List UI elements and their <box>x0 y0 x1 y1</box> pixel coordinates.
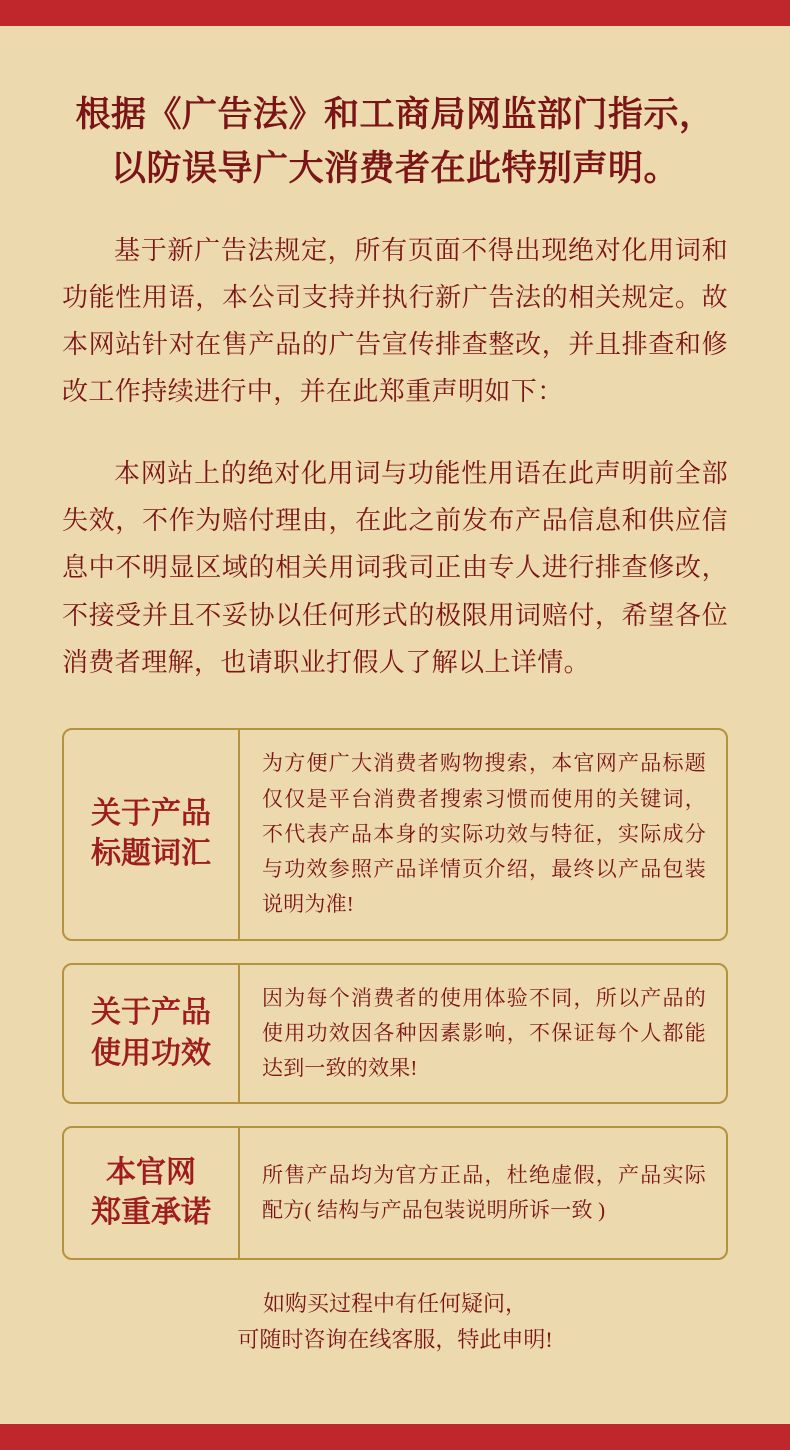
statement-box-label-line-1: 本官网 <box>106 1155 196 1189</box>
statement-box-label-line-2: 郑重承诺 <box>91 1196 211 1230</box>
footer-note <box>62 1286 728 1356</box>
statement-box-label-line-1: 关于产品 <box>91 996 211 1030</box>
statement-box-product-title <box>62 728 728 940</box>
page-title <box>62 88 728 197</box>
statement-box-body: 所售产品均为官方正品，杜绝虚假，产品实际配方( 结构与产品包装说明所诉一致 ) <box>262 1163 706 1223</box>
statement-box-label-line-1: 关于产品 <box>91 796 211 830</box>
page-title-line-2: 以防误导广大消费者在此特别声明。 <box>110 149 679 189</box>
footer-note-line-2: 可随时咨询在线客服，特此申明! <box>237 1326 553 1352</box>
statement-box-label <box>64 965 240 1103</box>
paragraph-1: 基于新广告法规定，所有页面不得出现绝对化用词和功能性用语，本公司支持并执行新广告法的相关规定。故本网站针对在售产品的广告宣传排查整改，并且排查和修改工作持续进行中，并在此郑重声明如下： <box>62 235 728 407</box>
disclaimer-sheet <box>0 26 790 1424</box>
statement-box-label <box>64 730 240 938</box>
paragraph-2: 本网站上的绝对化用词与功能性用语在此声明前全部失效，不作为赔付理由，在此之前发布产品信息和供应信息中不明显区域的相关用词我司正由专人进行排查修改，不接受并且不妥协以任何形式的极限用词赔付，希望各位消费者理解，也请职业打假人了解以上详情。 <box>62 458 728 677</box>
statement-box-body: 因为每个消费者的使用体验不同，所以产品的使用功效因各种因素影响，不保证每个人都能达到一致的效果! <box>262 985 706 1081</box>
footer-note-line-1: 如购买过程中有任何疑问， <box>262 1291 527 1317</box>
statement-box-label <box>64 1128 240 1258</box>
statement-box-official-promise <box>62 1126 728 1260</box>
statement-box-label-line-2: 标题词汇 <box>91 837 211 871</box>
statement-box-body: 为方便广大消费者购物搜索，本官网产品标题仅仅是平台消费者搜索习惯而使用的关键词，不代表产品本身的实际功效与特征，实际成分与功效参照产品详情页介绍，最终以产品包装说明为准! <box>262 751 706 917</box>
statement-box-label-line-2: 使用功效 <box>91 1036 211 1070</box>
page-title-line-1: 根据《广告法》和工商局网监部门指示， <box>75 95 715 134</box>
statement-box-product-effect <box>62 963 728 1105</box>
statement-box-list <box>62 728 728 1260</box>
